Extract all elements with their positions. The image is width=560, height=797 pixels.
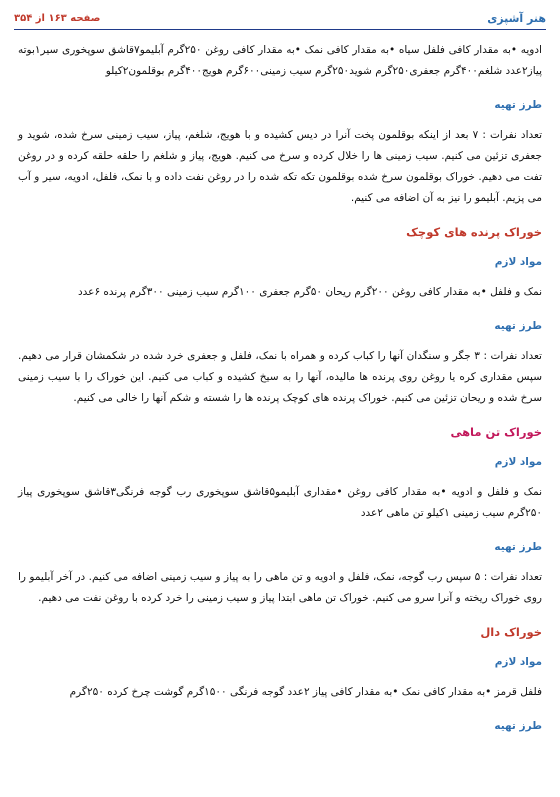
method-heading: طرز تهیه: [494, 720, 542, 732]
recipe-title: خوراک دال: [480, 625, 542, 639]
method-heading: طرز تهیه: [494, 99, 542, 111]
method-heading: طرز تهیه: [494, 320, 542, 332]
ingredients-text: ادویه •به مقدار کافی فلفل سیاه •به مقدار کافی نمک •به مقدار کافی روغن ۲۵۰گرم آبلیمو۷قاشق سوپخوری سیر۱بوته پیاز۲عدد شلغم۴۰۰گرم جعفری۲۵۰گرم شوید۲۵۰گرم سیب زمینی۶۰۰گرم هویج۴۰۰گرم بوقلمون۲کیلو: [18, 44, 542, 77]
ingredients-heading: مواد لازم: [494, 256, 542, 268]
ingredients-text: نمک و فلفل •به مقدار کافی روغن ۲۰۰گرم ریحان ۵۰گرم جعفری ۱۰۰گرم سیب زمینی ۳۰۰گرم پرنده ۶عدد: [77, 286, 542, 298]
page-header: [14, 8, 546, 28]
recipe-title: خوراک پرنده های کوچک: [406, 225, 542, 239]
ingredients-text: فلفل قرمز •به مقدار کافی نمک •به مقدار کافی پیاز ۲عدد گوجه فرنگی ۱۵۰۰گرم گوشت چرخ کرده ۲۵۰گرم: [69, 686, 542, 698]
page-number: صفحه ۱۶۳ از ۳۵۴: [14, 12, 101, 24]
ingredients-text: نمک و فلفل و ادویه •به مقدار کافی روغن •مقداری آبلیمو۵قاشق سوپخوری رب گوجه فرنگی۳قاشق سوپخوری پیاز ۲۵۰گرم سیب زمینی ۱کیلو تن ماهی ۲عدد: [18, 486, 543, 519]
recipe-title: خوراک تن ماهی: [450, 425, 542, 439]
book-title: هنر آشپزی: [487, 11, 546, 25]
method-text: تعداد نفرات : ۵ سپس رب گوجه، نمک، فلفل و ادویه و تن ماهی را به پیاز و سیب زمینی اضافه می کنیم. در آخر آبلیمو را روی خوراک ریخته و آنرا سرو می کنیم. خوراک تن ماهی ابتدا پیاز و سیب زمینی را خرد کرده با روغن نفت می دهیم.: [18, 571, 543, 604]
page-content: [18, 40, 542, 746]
header-divider: [14, 29, 546, 30]
ingredients-heading: مواد لازم: [494, 656, 542, 668]
method-heading: طرز تهیه: [494, 541, 542, 553]
method-text: تعداد نفرات : ۷ بعد از اینکه بوقلمون پخت آنرا در دیس کشیده و با هویج، شلغم، پیاز، سیب زمینی سرخ شده، شوید و جعفری تزئین می کنیم. سیب زمینی ها را خلال کرده و سرخ می کنیم. هویج، پیاز و شلغم را حلقه حلقه کرده و در روغن تفت می دهیم. خوراک بوقلمون سرخ شده بوقلمون تکه تکه شده را در روغن نفت داده و با نمک، فلفل، ادویه، سیر و آب می پزیم. آبلیمو را نیز به آن اضافه می کنیم.: [18, 129, 542, 204]
method-text: تعداد نفرات : ۳ جگر و سنگدان آنها را کباب کرده و همراه با نمک، فلفل و جعفری خرد شده در شکمشان قرار می دهیم. سپس مقداری کره یا روغن روی پرنده ها مالیده، آنها را به سیخ کشیده و کباب می کنیم. این خوراک را با سیب زمینی سرخ شده و ریحان تزئین می کنیم. خوراک پرنده های کوچک پرنده ها را شسته و شکم آنها را خالی می کنیم.: [18, 350, 542, 404]
ingredients-heading: مواد لازم: [494, 456, 542, 468]
